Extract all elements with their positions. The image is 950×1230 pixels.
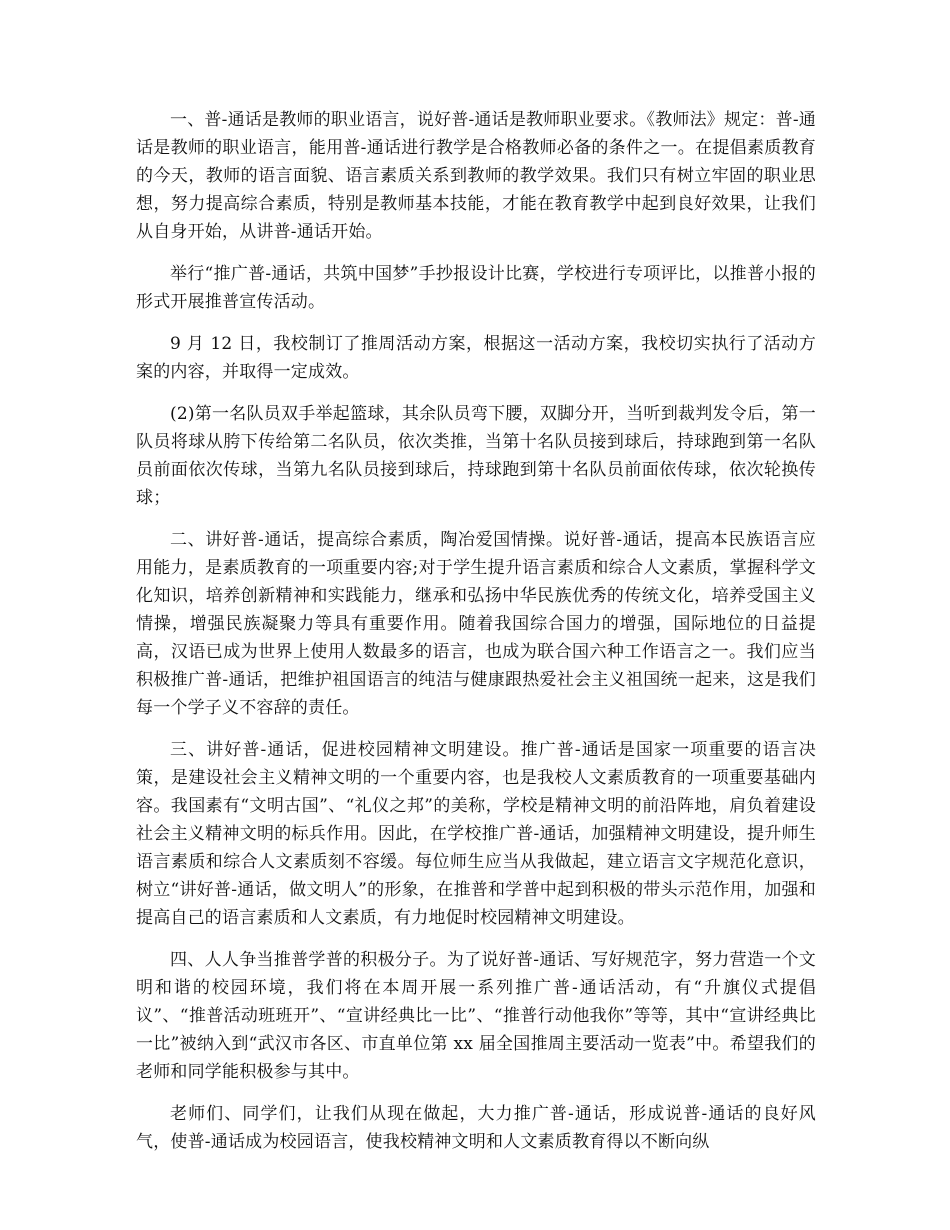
paragraph-3: 9 月 12 日，我校制订了推周活动方案，根据这一活动方案，我校切实执行了活动方案的内容，并取得一定成效。 [136,334,816,382]
document-body [136,106,816,1170]
paragraph-6: 三、讲好普-通话，促进校园精神文明建设。推广普-通话是国家一项重要的语言决策，是建设社会主义精神文明的一个重要内容，也是我校人文素质教育的一项重要基础内容。我国素有“文明古国”、“礼仪之邦”的美称，学校是精神文明的前沿阵地，肩负着建设社会主义精神文明的标兵作用。因此，在学校推广普-通话，加强精神文明建设，提升师生语言素质和综合人文素质刻不容缓。每位师生应当从我做起，建立语言文字规范化意识，树立“讲好普-通话，做文明人”的形象，在推普和学普中起到积极的带头示范作用，加强和提高自己的语言素质和人文素质，有力地促时校园精神文明建设。 [136,740,816,928]
paragraph-5: 二、讲好普-通话，提高综合素质，陶冶爱国情操。说好普-通话，提高本民族语言应用能力，是素质教育的一项重要内容;对于学生提升语言素质和综合人文素质，掌握科学文化知识，培养创新精神和实践能力，继承和弘扬中华民族优秀的传统文化，培养受国主义情操，增强民族凝聚力等具有重要作用。随着我国综合国力的增强，国际地位的日益提高，汉语已成为世界上使用人数最多的语言，也成为联合国六种工作语言之一。我们应当积极推广普-通话，把维护祖国语言的纯洁与健康跟热爱社会主义祖国统一起来，这是我们每一个学子义不容辞的责任。 [136,530,816,718]
paragraph-4: (2)第一名队员双手举起篮球，其余队员弯下腰，双脚分开，当听到裁判发令后，第一队员将球从胯下传给第二名队员，依次类推，当第十名队员接到球后，持球跑到第一名队员前面依次传球，当第九名队员接到球后，持球跑到第十名队员前面依传球，依次轮换传球； [136,404,816,508]
paragraph-7: 四、人人争当推普学普的积极分子。为了说好普-通话、写好规范字，努力营造一个文明和谐的校园环境，我们将在本周开展一系列推广普-通话活动，有“升旗仪式提倡议”、“推普活动班班开”、“宣讲经典比一比”、“推普行动他我你”等等，其中“宣讲经典比一比”被纳入到“武汉市各区、市直单位第 xx 届全国推周主要活动一览表”中。希望我们的老师和同学能积极参与其中。 [136,950,816,1082]
paragraph-1: 一、普-通话是教师的职业语言，说好普-通话是教师职业要求。《教师法》规定：普-通话是教师的职业语言，能用普-通话进行教学是合格教师必备的条件之一。在提倡素质教育的今天，教师的语言面貌、语言素质关系到教师的教学效果。我们只有树立牢固的职业思想，努力提高综合素质，特别是教师基本技能，才能在教育教学中起到良好效果，让我们从自身开始，从讲普-通话开始。 [136,110,816,242]
paragraph-2: 举行“推广普-通话，共筑中国梦”手抄报设计比赛，学校进行专项评比，以推普小报的形式开展推普宣传活动。 [136,264,816,312]
paragraph-8: 老师们、同学们，让我们从现在做起，大力推广普-通话，形成说普-通话的良好风气，使普-通话成为校园语言，使我校精神文明和人文素质教育得以不断向纵 [136,1104,816,1152]
